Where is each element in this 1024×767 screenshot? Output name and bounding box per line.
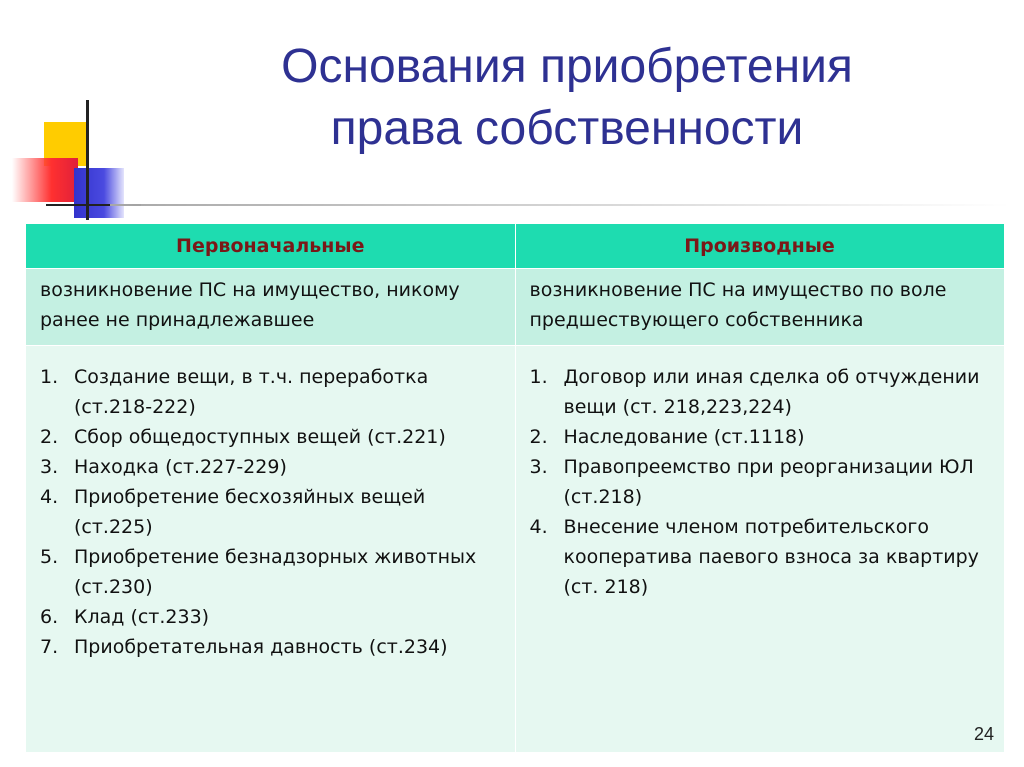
list-item-number: 2. [40,426,59,448]
definition-derivative: возникновение ПС на имущество по воле предшествующего собственника [515,269,1004,346]
list-item [530,422,992,452]
list-item [530,362,992,422]
original-list-cell [26,346,515,753]
derivative-list-cell [515,346,1004,753]
list-item-text: Находка (ст.227-229) [74,456,287,478]
header-row [26,224,1004,269]
list-item-number: 3. [529,456,548,478]
derivative-grounds-list [530,362,992,602]
list-item-number: 2. [529,426,548,448]
list-item-text: Приобретение безнадзорных животных (ст.230) [74,546,477,598]
list-item-text: Правопреемство при реорганизации ЮЛ (ст.218) [563,456,974,508]
list-item-number: 5. [40,546,59,568]
list-item-number: 4. [40,486,59,508]
definition-row [26,269,1004,346]
definition-original: возникновение ПС на имущество, никому ранее не принадлежавшее [26,269,515,346]
list-item [40,602,503,632]
list-item-text: Внесение членом потребительского кооператива паевого взноса за квартиру (ст. 218) [563,516,979,598]
title-underline [110,204,1010,206]
header-original: Первоначальные [26,224,515,269]
list-item [40,362,503,422]
list-item-number: 7. [40,636,59,658]
title-line-2: права собственности [330,102,804,155]
list-item-text: Наследование (ст.1118) [563,426,805,448]
list-item [530,452,992,512]
original-grounds-list [40,362,503,662]
title-line-1: Основания приобретения [281,40,853,93]
list-item-text: Сбор общедоступных вещей (ст.221) [74,426,446,448]
list-item-number: 6. [40,606,59,628]
list-item-text: Создание вещи, в т.ч. переработка (ст.218-222) [74,366,429,418]
list-item-text: Клад (ст.233) [74,606,210,628]
list-item [40,632,503,662]
vertical-line [86,100,89,220]
page-number: 24 [973,724,994,744]
list-item [530,512,992,602]
header-derivative: Производные [515,224,1004,269]
list-item-text: Приобретение бесхозяйных вещей (ст.225) [74,486,426,538]
acquisition-table [26,224,1005,752]
list-item [40,422,503,452]
list-item [40,542,503,602]
list-item [40,482,503,542]
decorative-logo [0,100,160,230]
list-row [26,346,1004,753]
red-square [12,158,78,202]
list-item [40,452,503,482]
list-item-text: Приобретательная давность (ст.234) [74,636,448,658]
list-item-number: 4. [529,516,548,538]
blue-square [74,168,124,218]
list-item-number: 1. [40,366,59,388]
list-item-number: 1. [529,366,548,388]
list-item-number: 3. [40,456,59,478]
list-item-text: Договор или иная сделка об отчуждении вещи (ст. 218,223,224) [563,366,980,418]
